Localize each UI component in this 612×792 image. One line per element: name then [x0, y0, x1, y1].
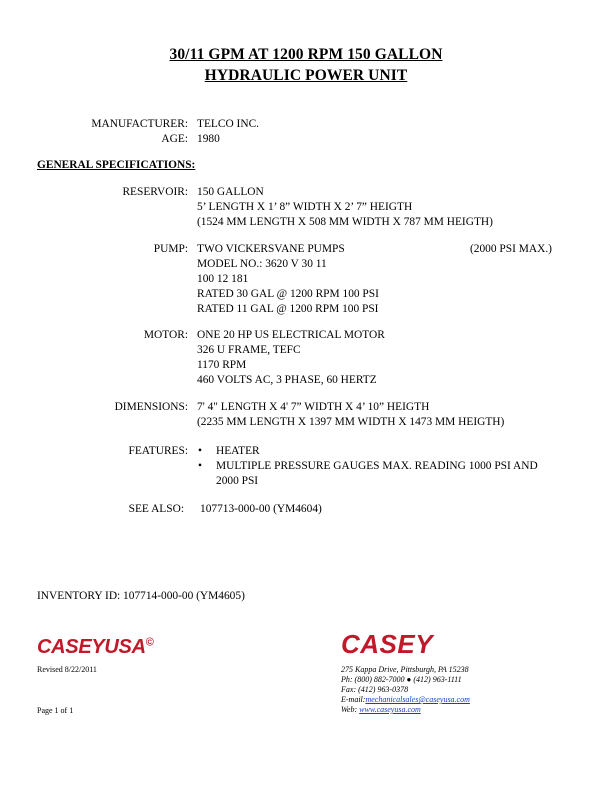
reservoir-values [197, 185, 493, 230]
bullet-icon: • [198, 460, 202, 472]
motor-label: MOTOR: [143, 329, 188, 341]
feature-text: 2000 PSI [216, 475, 259, 487]
general-specifications-heading: GENERAL SPECIFICATIONS: [37, 159, 196, 171]
reservoir-label: RESERVOIR: [122, 186, 188, 198]
motor-line: 460 VOLTS AC, 3 PHASE, 60 HERTZ [197, 374, 377, 386]
reservoir-line: 150 GALLON [197, 186, 264, 198]
casey-logo: CASEY [341, 629, 434, 659]
bullet-icon: • [198, 445, 202, 457]
age-value: 1980 [197, 133, 220, 145]
manufacturer-label: MANUFACTURER: [91, 118, 188, 130]
document-title-line-2: HYDRAULIC POWER UNIT [204, 67, 408, 84]
dimensions-line: (2235 MM LENGTH X 1397 MM WIDTH X 1473 MM HEIGTH) [197, 416, 505, 428]
web-label: Web: [341, 705, 358, 714]
feature-item [197, 444, 538, 459]
feature-item-continuation [197, 474, 538, 489]
pump-line: MODEL NO.: 3620 V 30 11 [197, 258, 327, 270]
company-address [341, 665, 470, 715]
caseyusa-logo [37, 636, 154, 659]
address-line: 275 Kappa Drive, Pittsburgh, PA 15238 [341, 665, 469, 674]
pump-pressure-note: (2000 PSI MAX.) [470, 243, 552, 255]
email-link[interactable]: mechanicalsales@caseyusa.com [365, 695, 470, 704]
reservoir-line: 5’ LENGTH X 1’ 8” WIDTH X 2’ 7” HEIGTH [197, 201, 413, 213]
copyright-mark: © [145, 636, 154, 649]
revised-date: Revised 8/22/2011 [37, 665, 97, 674]
caseyusa-logo-text: CASEYUSA [37, 636, 146, 658]
features-label: FEATURES: [128, 445, 188, 457]
phone-line: Ph: (800) 882-7000 ● (412) 963-1111 [341, 675, 462, 684]
web-link[interactable]: www.caseyusa.com [359, 705, 421, 714]
feature-text: MULTIPLE PRESSURE GAUGES MAX. READING 1000 PSI AND [216, 460, 538, 472]
dimensions-label: DIMENSIONS: [114, 401, 188, 413]
pump-line: 100 12 181 [197, 273, 249, 285]
page-number: Page 1 of 1 [37, 706, 74, 715]
reservoir-line: (1524 MM LENGTH X 508 MM WIDTH X 787 MM HEIGTH) [197, 216, 493, 228]
motor-line: 1170 RPM [197, 359, 247, 371]
see-also-label: SEE ALSO: [128, 503, 184, 515]
inventory-id: INVENTORY ID: 107714-000-00 (YM4605) [37, 590, 245, 602]
age-label: AGE: [161, 133, 188, 145]
motor-line: 326 U FRAME, TEFC [197, 344, 301, 356]
dimensions-line: 7' 4" LENGTH X 4' 7” WIDTH X 4’ 10” HEIGTH [197, 401, 430, 413]
document-title-line-1: 30/11 GPM AT 1200 RPM 150 GALLON [169, 46, 443, 63]
features-list [197, 444, 538, 489]
feature-text: HEATER [216, 445, 260, 457]
motor-line: ONE 20 HP US ELECTRICAL MOTOR [197, 329, 385, 341]
pump-line: RATED 11 GAL @ 1200 RPM 100 PSI [197, 303, 379, 315]
email-line [341, 695, 470, 705]
pump-line: RATED 30 GAL @ 1200 RPM 100 PSI [197, 288, 379, 300]
pump-label: PUMP: [153, 243, 188, 255]
feature-item [197, 459, 538, 474]
pump-values [197, 242, 379, 317]
manufacturer-value: TELCO INC. [197, 118, 260, 130]
motor-values [197, 328, 385, 388]
pump-line: TWO VICKERSVANE PUMPS [197, 243, 345, 255]
email-label: E-mail: [341, 695, 366, 704]
fax-line: Fax: (412) 963-0378 [341, 685, 409, 694]
web-line [341, 705, 470, 715]
see-also-value: 107713-000-00 (YM4604) [200, 503, 322, 515]
dimensions-values [197, 400, 504, 430]
